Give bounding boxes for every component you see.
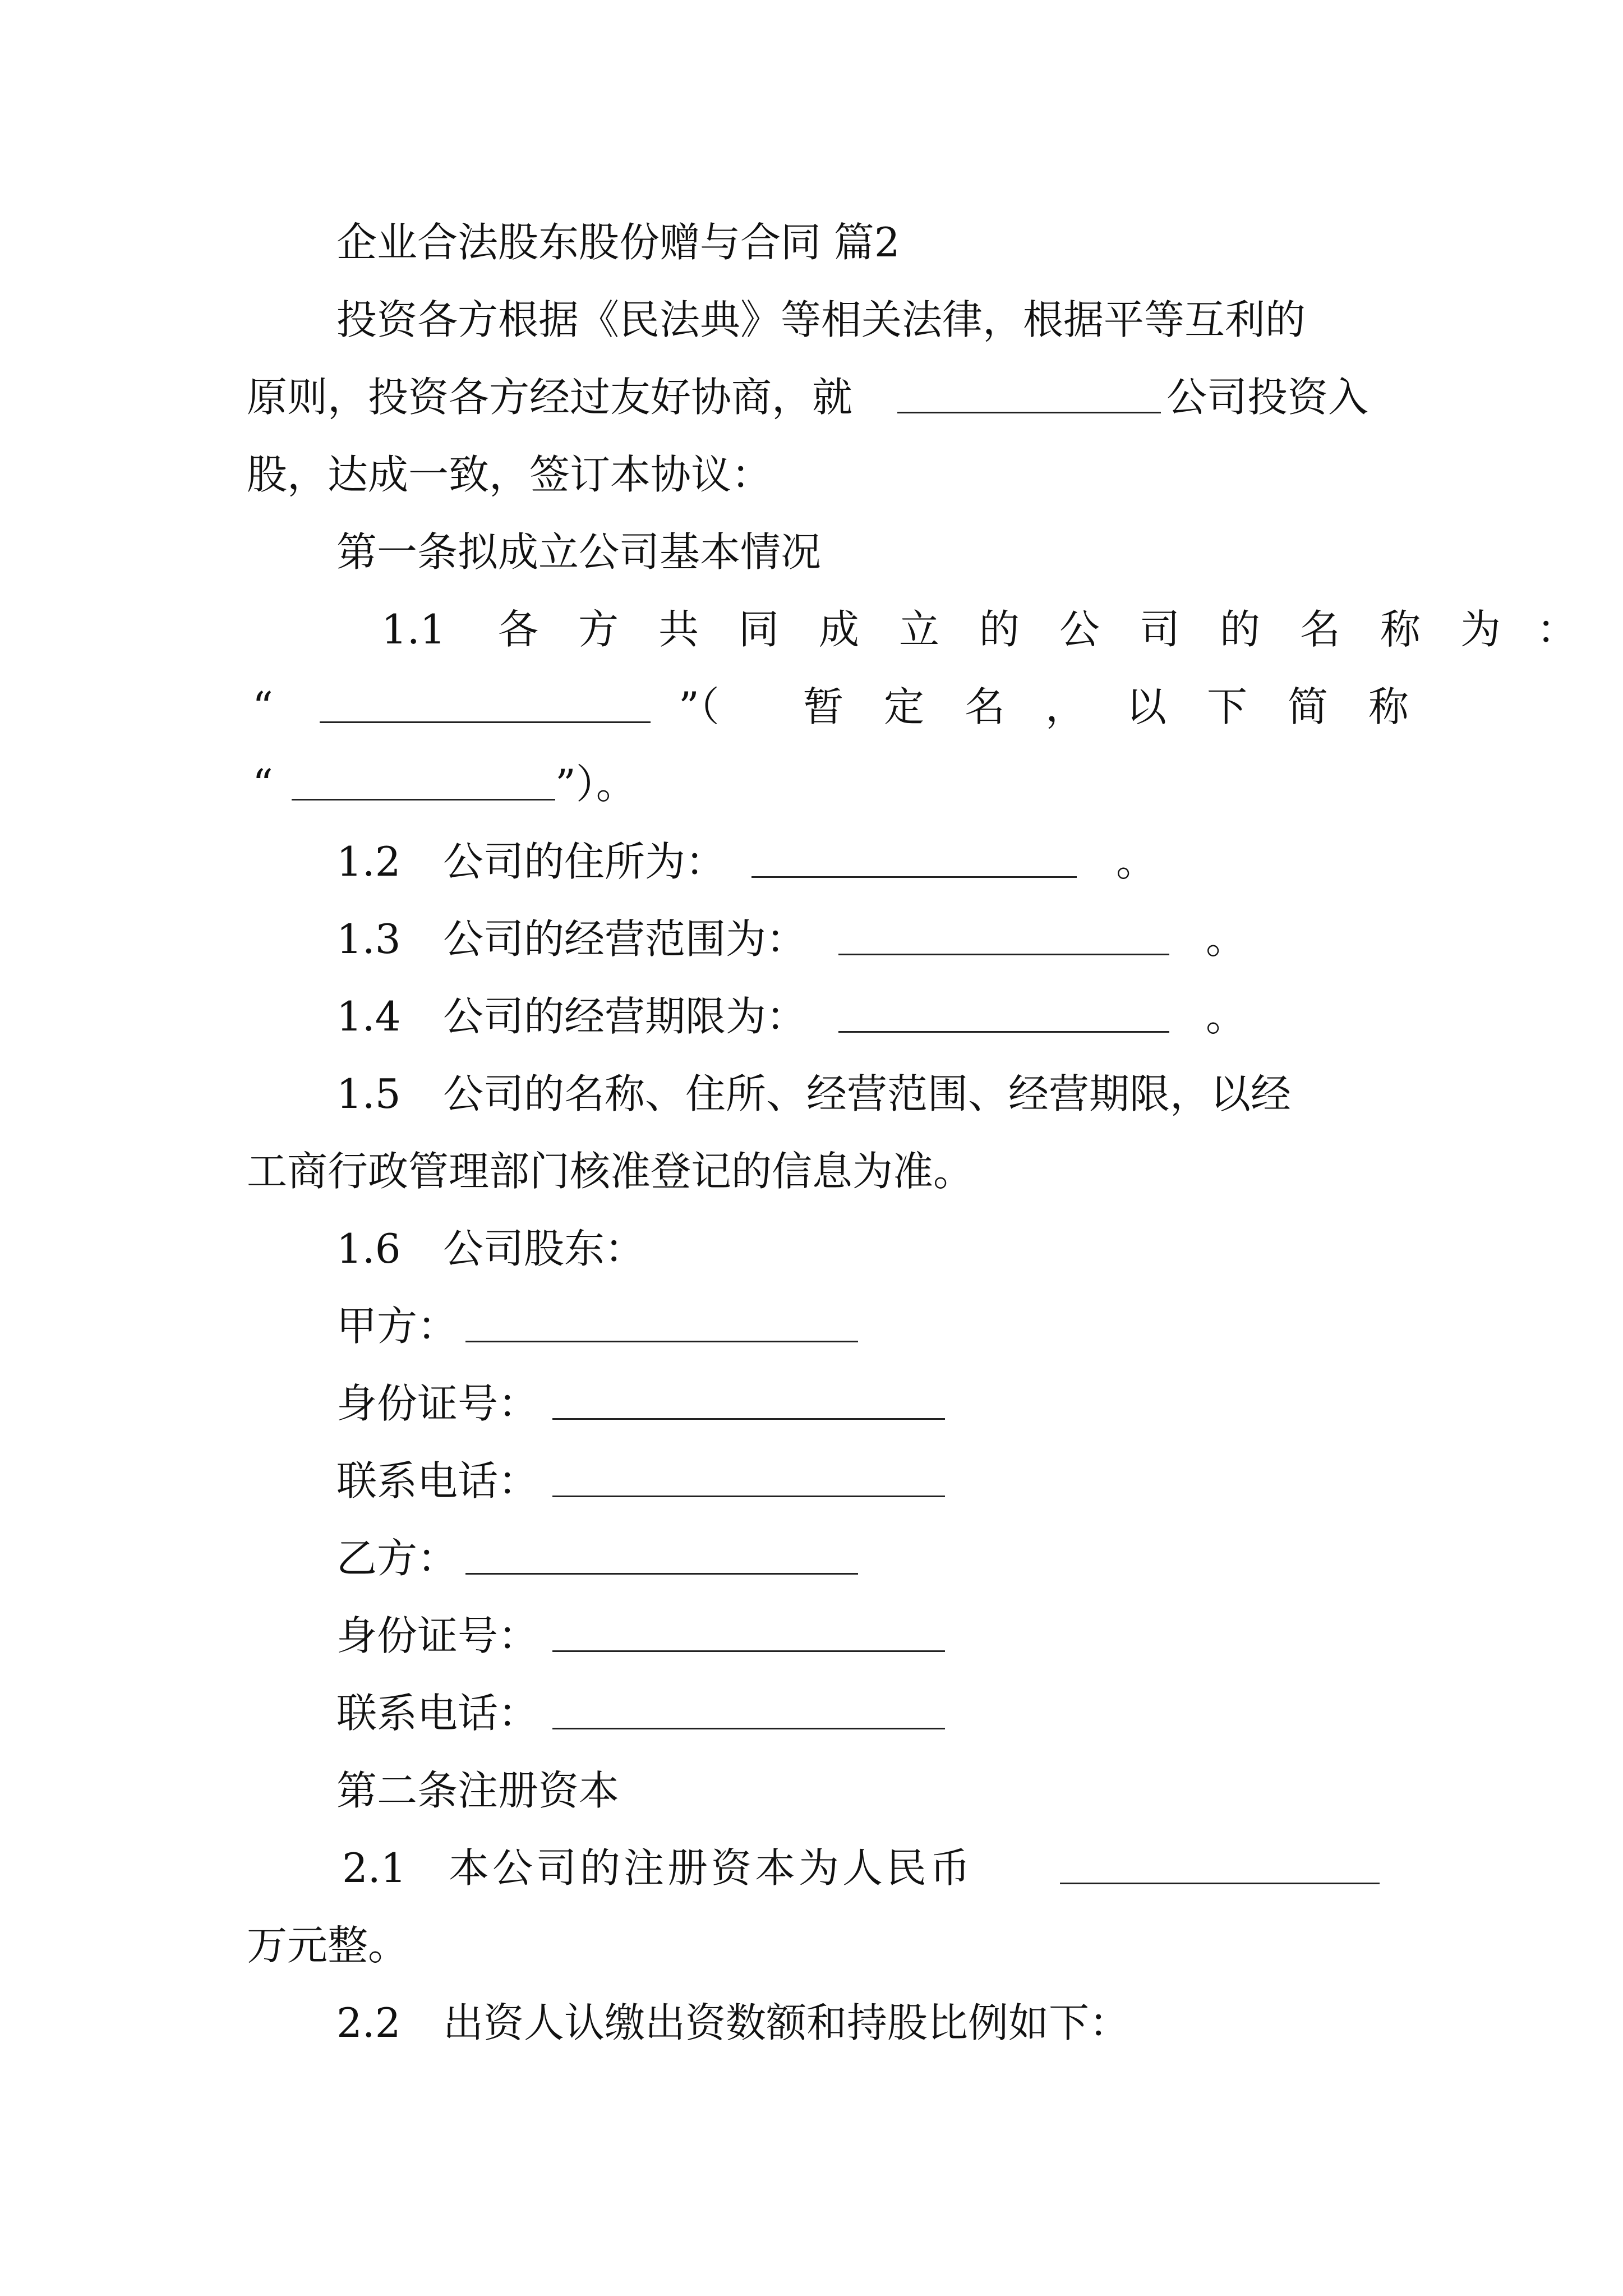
clause-1-3: 1.3 公司的经营范围为： 。 (336, 915, 1247, 963)
party-b-phone: 联系电话： (0, 1685, 1623, 1741)
party-a-id: 身份证号： (0, 1375, 1623, 1432)
intro-line-3: 股，达成一致，签订本协议： (247, 451, 772, 498)
article-2-heading: 第二条注册资本 (336, 1767, 620, 1814)
article-1-heading: 第一条拟成立公司基本情况 (336, 528, 822, 576)
party-a-name: 甲方： (0, 1298, 1623, 1354)
party-a-phone: 联系电话： (0, 1453, 1623, 1509)
company-name-blank (897, 412, 1161, 413)
company-name-full-blank (320, 721, 651, 723)
clause-2-2: 2.2 出资人认缴出资数额和持股比例如下： (336, 1999, 1130, 2046)
clause-1-1-line-3: “ ”）。 (252, 761, 637, 808)
clause-1-5-line-2: 工商行政管理部门核准登记的信息为准。 (247, 1148, 974, 1195)
intro-line-1: 投资各方根据《民法典》等相关法律，根据平等互利的 (336, 296, 1306, 343)
intro-line-2: 原则，投资各方经过友好协商，就 公司投资入 (247, 374, 1369, 421)
clause-1-1-line-1: 1.1 各 方 共 同 成 立 的 公 司 的 名 称 为 ： (381, 606, 1578, 653)
clause-1-4: 1.4 公司的经营期限为： 。 (336, 993, 1247, 1040)
party-b-id: 身份证号： (0, 1608, 1623, 1664)
clause-1-6: 1.6 公司股东： (336, 1225, 645, 1272)
party-b-phone-blank (552, 1728, 945, 1729)
party-b-name-blank (465, 1573, 858, 1575)
party-b-name: 乙方： (0, 1530, 1623, 1586)
clause-1-5-line-1: 1.5 公司的名称、住所、经营范围、经营期限，以经 (336, 1070, 1292, 1117)
company-short-name-blank (292, 799, 555, 800)
party-a-id-blank (552, 1418, 945, 1420)
clause-1-1-line-2: “ ”（ 暂 定 名 ， 以 下 简 称 (252, 683, 1409, 730)
business-term-blank (838, 1031, 1169, 1033)
registered-capital-blank (1060, 1883, 1380, 1884)
clause-2-1-line-2: 万元整。 (247, 1922, 409, 1969)
clause-1-2: 1.2 公司的住所为： 。 (336, 838, 1157, 885)
party-b-id-blank (552, 1650, 945, 1652)
party-a-name-blank (465, 1341, 858, 1342)
clause-2-1-line-1: 2.1 本公司的注册资本为人民币 (0, 1840, 1623, 1896)
address-blank (751, 876, 1077, 878)
business-scope-blank (838, 954, 1169, 955)
party-a-phone-blank (552, 1496, 945, 1497)
document-title: 企业合法股东股份赠与合同 篇2 (336, 219, 900, 266)
